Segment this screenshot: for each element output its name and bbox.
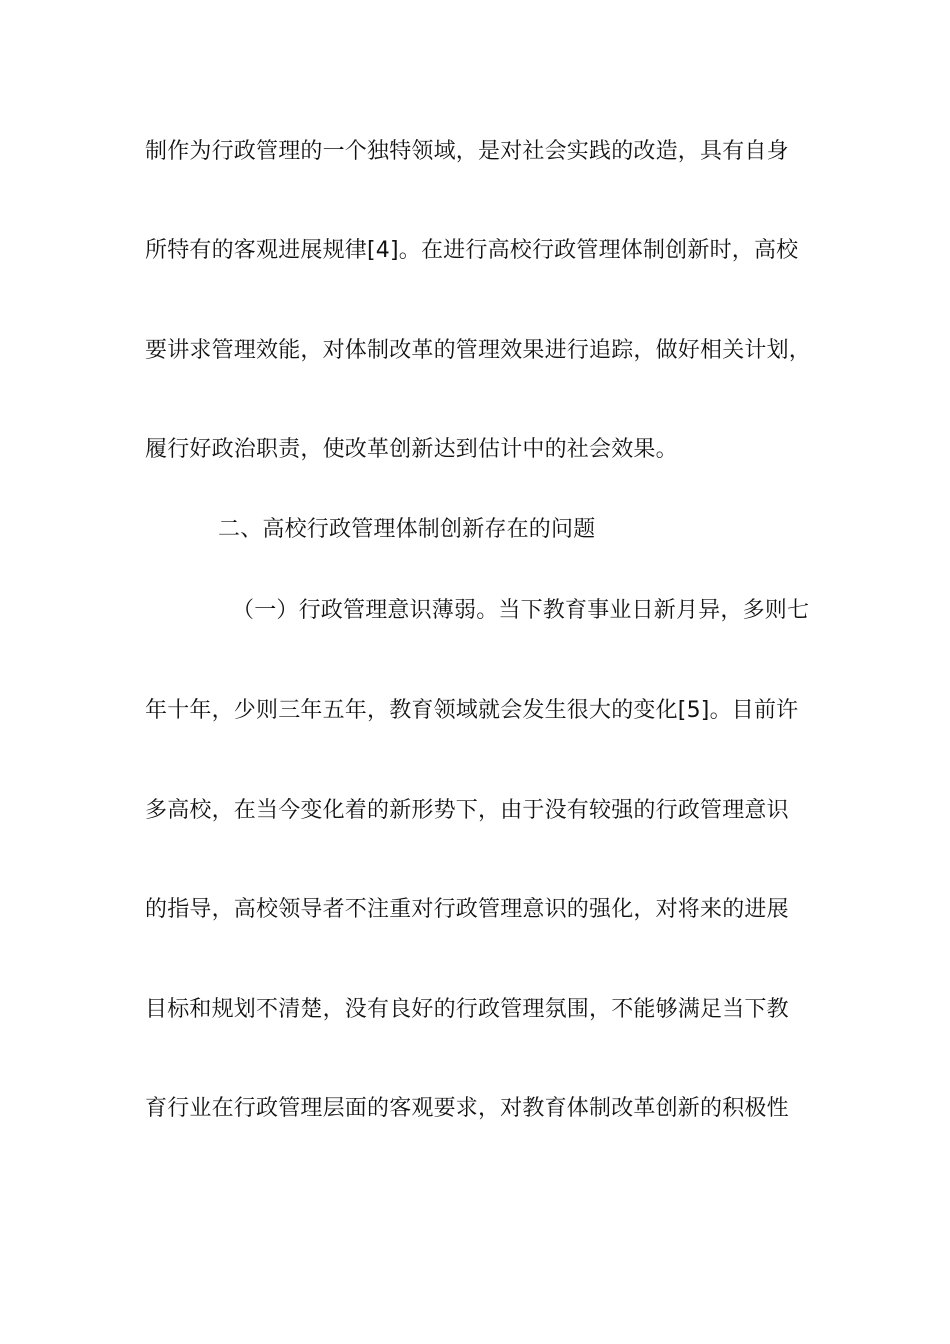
body-line: 的指导，高校领导者不注重对行政管理意识的强化，对将来的进展 xyxy=(145,897,789,922)
subsection-line: （一）行政管理意识薄弱。当下教育事业日新月异，多则七 xyxy=(232,598,810,623)
body-line: 履行好政治职责，使改革创新达到估计中的社会效果。 xyxy=(145,437,678,462)
section-heading: 二、高校行政管理体制创新存在的问题 xyxy=(218,517,596,542)
body-line: 要讲求管理效能，对体制改革的管理效果进行追踪，做好相关计划， xyxy=(145,338,812,363)
body-line: 育行业在行政管理层面的客观要求，对教育体制改革创新的积极性 xyxy=(145,1096,789,1121)
body-line: 多高校，在当今变化着的新形势下，由于没有较强的行政管理意识 xyxy=(145,798,789,823)
body-line: 制作为行政管理的一个独特领域，是对社会实践的改造，具有自身 xyxy=(145,139,789,164)
body-line: 年十年，少则三年五年，教育领域就会发生很大的变化[5]。目前许 xyxy=(145,698,799,723)
body-line: 所特有的客观进展规律[4]。在进行高校行政管理体制创新时，高校 xyxy=(145,238,799,263)
body-line: 目标和规划不清楚，没有良好的行政管理氛围，不能够满足当下教 xyxy=(145,997,789,1022)
